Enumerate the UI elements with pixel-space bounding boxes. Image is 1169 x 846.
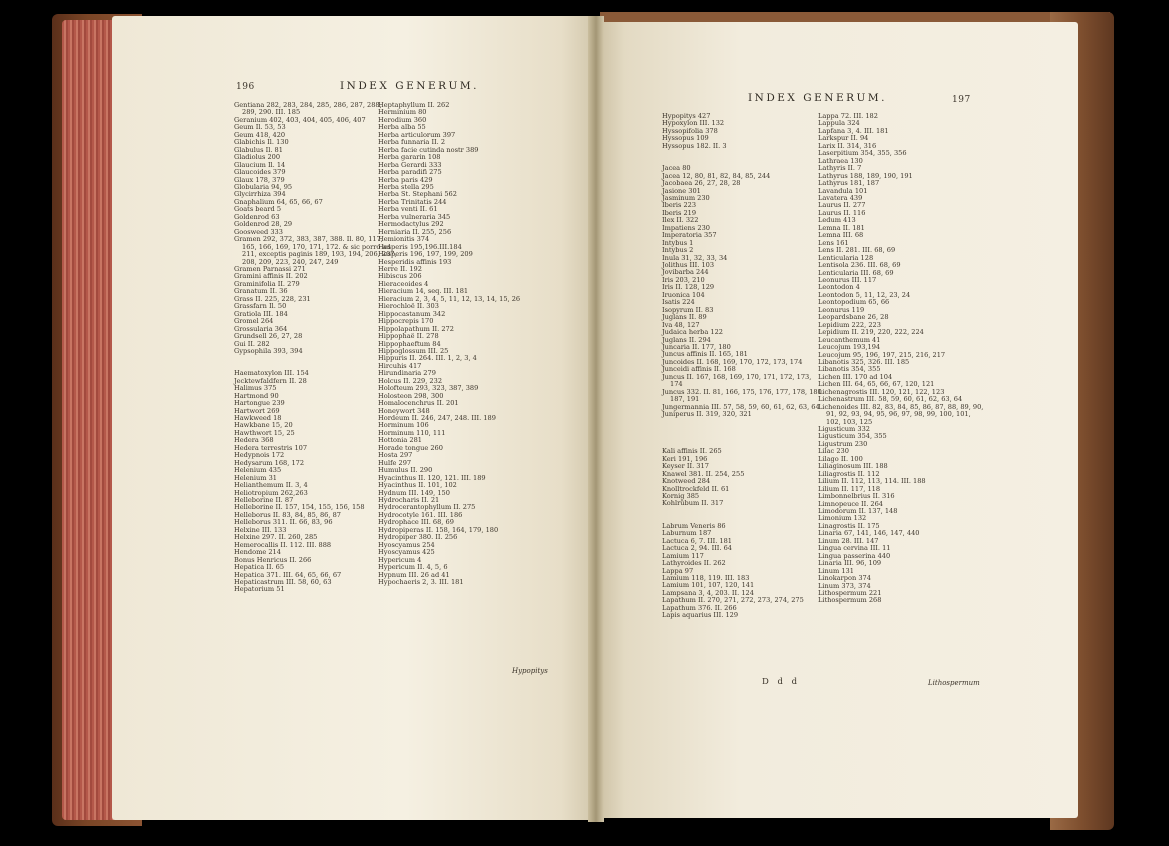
index-gap (662, 419, 808, 426)
index-gap (662, 150, 808, 157)
index-entry: Lapathum II. 270, 271, 272, 273, 274, 275 (662, 596, 804, 605)
index-entry: Geranium 402, 403, 404, 405, 406, 407 (234, 115, 366, 124)
index-entry: Holosteon 298, 300 (378, 391, 444, 400)
index-entry: Grossularia 364 (234, 324, 288, 333)
index-entry: Jecktewfaldfern II. 28 (234, 376, 307, 385)
index-entry: Herba gararin 108 (378, 153, 441, 162)
index-entry: Helxine III. 133 (234, 525, 287, 534)
index-entry: Herba alba 55 (378, 123, 426, 132)
index-entry: Hartongue 239 (234, 399, 285, 408)
index-entry: Juniperus II. 319, 320, 321 (662, 410, 752, 419)
index-entry: Laburnum 187 (662, 529, 712, 538)
index-entry: Holcus II. 229, 232 (378, 376, 443, 385)
index-entry: Helianthemum II. 3, 4 (234, 481, 308, 490)
index-entry: Lithospermum 268 (818, 596, 882, 605)
signature-mark: D d d (762, 677, 801, 687)
index-entry: Lentisola 236. III. 68, 69 (818, 261, 901, 270)
index-entry: Iva 48, 127 (662, 320, 700, 329)
index-entry: 187, 191 (670, 395, 700, 404)
right-index-column-2 (818, 112, 984, 605)
index-entry: Heliotropium 262,263 (234, 488, 308, 497)
index-entry: Goosweed 333 (234, 227, 283, 236)
index-entry: 211, exceptis paginis 189, 193, 194, 206, 207, (242, 250, 397, 259)
index-entry: Lilac 230 (818, 447, 849, 456)
index-entry: Honeywort 348 (378, 406, 430, 415)
index-entry: Hieracium 14, seq. III. 181 (378, 287, 469, 296)
index-entry: Herba stella 295 (378, 182, 434, 191)
index-entry: Hepatorium 51 (234, 585, 285, 594)
index-entry: Lavandula 101 (818, 186, 868, 195)
index-entry: Lepidium 222, 223 (818, 320, 881, 329)
index-entry: Hyacinthus II. 101, 102 (378, 481, 457, 490)
index-entry: Hepatica II. 65 (234, 563, 285, 572)
index-entry: Laserpitium 354, 355, 356 (818, 149, 907, 158)
index-entry: Herba facie cutinda nostr 389 (378, 145, 479, 154)
index-entry: Judaica herba 122 (662, 328, 724, 337)
right-running-head: INDEX GENERUM. (748, 92, 887, 104)
index-entry: Hesperis 195,196.III.184 (378, 242, 462, 251)
index-entry: Hypochaeris 2, 3. III. 181 (378, 578, 464, 586)
index-entry: Herba funnaria II. 2 (378, 138, 446, 147)
index-entry: Hydrophace III. 68, 69 (378, 518, 454, 527)
left-running-head: INDEX GENERUM. (340, 80, 479, 92)
index-entry: Granatum II. 36 (234, 287, 288, 296)
index-entry: Hippolapathum II. 272 (378, 324, 454, 333)
index-entry: Linagrostis II. 175 (818, 521, 880, 530)
index-entry: Jacea 80 (662, 164, 691, 173)
index-entry: Hartwort 269 (234, 406, 280, 415)
index-entry: Horade tongue 260 (378, 443, 443, 452)
index-entry: Lens II. 281. III. 68, 69 (818, 246, 896, 255)
index-entry: Leonurus 119 (818, 305, 865, 314)
index-entry: Hypnum III. 26 ad 41 (378, 570, 450, 579)
index-entry: Hieraceoides 4 (378, 279, 429, 288)
index-entry: Hyssopus 109 (662, 134, 709, 143)
index-entry: Holofteum 293, 323, 387, 389 (378, 384, 479, 393)
index-entry: Horminum 110, 111 (378, 428, 446, 437)
index-entry: Iberis 223 (662, 201, 697, 210)
index-entry: Imperatoria 357 (662, 231, 717, 240)
index-entry: Glaucoides 379 (234, 168, 286, 177)
index-entry: Juncus affinis II. 165, 181 (662, 350, 748, 359)
index-entry: Gui II. 282 (234, 339, 270, 348)
index-entry: Hawkweed 18 (234, 414, 282, 422)
index-entry: Gypsophila 393, 394 (234, 346, 303, 355)
right-catchword: Lithospermum (928, 679, 980, 687)
index-entry: Hippocrepis 170 (378, 317, 434, 326)
index-entry: Lappa 72. III. 182 (818, 112, 878, 120)
index-entry: Heptaphyllum II. 262 (378, 101, 450, 109)
index-entry: Lapathum 376. II. 266 (662, 603, 737, 612)
index-entry: Iberis 219 (662, 208, 697, 217)
index-entry: Hydrocerantophyllum II. 275 (378, 503, 476, 512)
index-entry: Gramen 292, 372, 383, 387, 388. Il. 80, 117, (234, 235, 383, 244)
index-entry: Lichen III. 170 ad 104 (818, 372, 893, 381)
index-entry: Hypericum II. 4, 5, 6 (378, 563, 448, 572)
left-index-column-2 (378, 101, 521, 586)
index-entry: Jacobaea 26, 27, 28, 28 (662, 179, 741, 188)
index-entry: Gentiana 282, 283, 284, 285, 286, 287, 288, (234, 101, 382, 109)
index-entry: Hieracium 2, 3, 4, 5, 11, 12, 13, 14, 15, 26 (378, 294, 521, 303)
index-entry: Helleborus II. 83, 84, 85, 86, 87 (234, 510, 341, 519)
index-entry: Jovibarba 244 (662, 268, 709, 277)
index-entry: Jasminum 230 (662, 193, 710, 202)
index-entry: Kornig 385 (662, 492, 700, 501)
index-entry: Hyacinthus II. 120, 121. III. 189 (378, 473, 486, 482)
index-entry: Graminifolia II. 279 (234, 279, 300, 288)
index-entry: Helenium 31 (234, 473, 278, 482)
index-entry: Laurus II. 277 (818, 201, 866, 210)
index-entry: Juglans II. 294 (662, 335, 711, 344)
index-entry: Herba St. Stephani 562 (378, 190, 457, 199)
index-entry: Herba paradifi 275 (378, 168, 442, 177)
index-entry: Isatis 224 (662, 298, 695, 307)
index-entry: Hippuris II. 264. III. 1, 2, 3, 4 (378, 354, 477, 363)
index-entry: Herba paris 429 (378, 175, 433, 184)
index-entry: Hypoxylon III. 132 (662, 119, 725, 128)
index-entry: Haematoxylon III. 154 (234, 369, 309, 378)
index-entry: Impatiens 230 (662, 223, 710, 232)
index-entry: Glaux 178, 379 (234, 175, 285, 184)
index-entry: Lamium 117 (662, 551, 704, 560)
index-entry: Geum 418, 420 (234, 130, 286, 139)
index-entry: Kohlrübum II. 317 (662, 499, 724, 508)
index-entry: Jungermannia III. 57, 58, 59, 60, 61, 62, 63, 64 (662, 402, 820, 411)
index-entry: Grassfarn Il. 50 (234, 302, 287, 311)
index-entry: Lapis aquarius III. 129 (662, 611, 739, 620)
index-entry: Lathyroides II. 262 (662, 559, 726, 568)
index-entry: Lactuca 2, 94. III. 64 (662, 544, 732, 553)
index-entry: Hyssopifolia 378 (662, 126, 718, 135)
index-entry: Goats beard 5 (234, 205, 282, 214)
index-entry: Hordeum II. 246, 247, 248. III. 189 (378, 414, 496, 423)
index-entry: Linum 28. III. 147 (818, 536, 879, 545)
index-entry: Larix II. 314, 316 (818, 141, 877, 150)
index-entry: Juncoides II. 168, 169, 170, 172, 173, 174 (662, 357, 803, 366)
index-entry: Lapfana 3, 4. III. 181 (818, 126, 889, 135)
index-entry: Hippocastanum 342 (378, 309, 446, 318)
index-entry: Halimus 375 (234, 384, 277, 393)
index-entry: Ligusticum 332 (818, 425, 870, 434)
index-entry: Ligusticum 354, 355 (818, 432, 887, 441)
index-entry: Hippoglossum III. 25 (378, 346, 449, 355)
index-entry: Leontopodium 65, 66 (818, 298, 890, 307)
index-entry: Herniaria II. 255, 256 (378, 227, 452, 236)
index-entry: Junceidi affinis II. 168 (662, 365, 736, 374)
index-entry: Hendome 214 (234, 548, 281, 557)
index-entry: Leonurus III. 117 (818, 275, 877, 284)
index-entry: Helleborine II. 87 (234, 495, 294, 504)
index-entry: Ledum 413 (818, 216, 856, 225)
index-entry: Hawkbane 15, 20 (234, 421, 293, 430)
left-catchword: Hypopitys (512, 667, 548, 675)
index-entry: Limbonnelbrius II. 316 (818, 492, 895, 501)
index-entry: Hydropiperas II. 158, 164, 179, 180 (378, 525, 499, 534)
index-entry: Gramen Parnassi 271 (234, 264, 306, 273)
index-entry: Lamium 118, 119. III. 183 (662, 573, 750, 582)
index-gap (662, 508, 808, 515)
index-entry: Jasione 301 (662, 186, 701, 195)
index-entry: Limnopeuce II. 264 (818, 499, 884, 508)
index-entry: Lathyris II. 7 (818, 164, 862, 173)
index-entry: Hyoscyamus 425 (378, 548, 435, 557)
index-entry: Hartmond 90 (234, 391, 279, 400)
index-entry: Gromel 264 (234, 317, 274, 326)
index-entry: Herba articulorum 397 (378, 130, 456, 139)
index-entry: 174 (670, 380, 683, 389)
index-entry: Inula 31, 32, 33, 34 (662, 253, 728, 262)
index-entry: Hypericum 4 (378, 555, 422, 564)
index-entry: Lathyrus 181, 187 (818, 179, 880, 188)
index-entry: 91, 92, 93, 94, 95, 96, 97, 98, 99, 100, 101, (826, 410, 971, 419)
index-entry: Knotweed 284 (662, 477, 711, 486)
index-entry: Hyssopus 182. II. 3 (662, 141, 727, 150)
index-entry: Kali affinis II. 265 (662, 447, 722, 456)
index-entry: Lavatera 439 (818, 193, 863, 202)
index-entry: Herodium 360 (378, 115, 427, 124)
index-entry: Hemerocallis II. 112. III. 888 (234, 540, 332, 549)
index-entry: Libanotis 354, 355 (818, 365, 881, 374)
index-entry: Hydrocharis II. 21 (378, 496, 440, 505)
index-entry: Juncus 332. II. 81, 166, 175, 176, 177, 178, 180 (662, 387, 822, 396)
index-entry: Lampsana 3, 4, 203. II. 124 (662, 588, 754, 597)
index-entry: Hottonia 281 (378, 436, 422, 445)
index-entry: Hibiscus 206 (378, 272, 422, 281)
right-page-number: 197 (952, 95, 971, 105)
index-entry: Gratiola III. 184 (234, 309, 288, 318)
index-entry: Juglans II. 89 (662, 313, 707, 322)
left-page-number: 196 (236, 82, 255, 92)
index-entry: Isopyrum II. 83 (662, 305, 714, 314)
index-entry: Intybus 2 (662, 246, 694, 255)
index-entry: Hierochloë II. 303 (378, 302, 439, 311)
index-entry: Lappula 324 (818, 119, 860, 128)
index-entry: Grundsell 26, 27, 28 (234, 332, 303, 341)
index-entry: Ligustrum 230 (818, 439, 868, 448)
index-entry: Helleborine II. 157, 154, 155, 156, 158 (234, 503, 365, 512)
index-entry: Herba Trinitatis 244 (378, 197, 447, 206)
index-entry: Lichenastrum III. 58, 59, 60, 61, 62, 63, 64 (818, 395, 963, 404)
index-entry: Lilium II. 117, 118 (818, 484, 881, 493)
index-entry: Lens 161 (818, 238, 849, 247)
index-entry: Hyoscyamus 254 (378, 540, 435, 549)
index-entry: Hippophaeftum 84 (378, 339, 441, 348)
index-entry: Juncaria II. 177, 180 (662, 343, 731, 352)
index-entry: Hircuhis 417 (378, 361, 422, 370)
index-entry: Lenticularia 128 (818, 253, 874, 262)
index-entry: Linaria III. 96, 109 (818, 559, 882, 568)
index-entry: 102, 103, 125 (826, 417, 873, 426)
index-entry: Keri 191, 196 (662, 454, 708, 463)
index-entry: Linaria 67, 141, 146, 147, 440 (818, 529, 920, 538)
index-entry: Lappa 97 (662, 566, 694, 575)
index-entry: Juncus II. 167, 168, 169, 170, 171, 172, 173, (662, 372, 812, 381)
index-entry: Lemna II. 181 (818, 223, 865, 232)
index-entry: Leopardsbane 26, 28 (818, 313, 889, 322)
index-entry: Iruonica 104 (662, 290, 705, 299)
index-entry: Hesperis 196, 197, 199, 209 (378, 250, 473, 259)
index-gap (662, 426, 808, 433)
index-entry: Hippophaë II. 278 (378, 332, 439, 341)
index-entry: Linum 131 (818, 566, 854, 575)
index-entry: Lichen III. 64, 65, 66, 67, 120, 121 (818, 380, 935, 389)
index-entry: Keyser II. 317 (662, 462, 709, 471)
index-entry: Hedysarum 168, 172 (234, 458, 305, 467)
index-entry: Larkspur II. 94 (818, 134, 869, 143)
index-entry: Lactuca 6, 7. III. 181 (662, 536, 732, 545)
index-entry: Iris 203, 210 (662, 275, 705, 284)
index-gap (234, 355, 372, 362)
index-entry: Hedera 368 (234, 436, 274, 445)
index-entry: Leucanthemum 41 (818, 335, 881, 344)
index-entry: Labrum Veneris 86 (662, 521, 726, 530)
index-entry: Hirundinaria 279 (378, 369, 436, 378)
index-entry: Hepatica 371. III. 64, 65, 66, 67 (234, 570, 342, 579)
index-entry: Lichenoides III. 82, 83, 84, 85, 86, 87, 88, 89, 90, (818, 402, 984, 411)
index-entry: Globularia 94, 95 (234, 182, 293, 191)
index-entry: Hesperidis affinis 193 (378, 257, 452, 266)
index-entry: Herba vulneraria 345 (378, 212, 451, 221)
index-entry: Hermodactylus 292 (378, 220, 444, 229)
index-entry: Jacea 12, 80, 81, 82, 84, 85, 244 (662, 171, 771, 180)
index-entry: Limodorum II. 137, 148 (818, 507, 898, 516)
book-gutter (588, 16, 604, 822)
index-entry: Gramini affinis II. 202 (234, 272, 308, 281)
index-entry: Hypopitys 427 (662, 112, 711, 120)
index-entry: Lepidium II. 219, 220, 222, 224 (818, 328, 924, 337)
index-entry: Hydnum III. 149, 150 (378, 488, 450, 497)
index-entry: Homalocenchrus II. 201 (378, 399, 459, 408)
index-entry: Helenium 435 (234, 466, 282, 475)
index-entry: Herba Gerardi 333 (378, 160, 442, 169)
index-entry: Lingua cervina III. 11 (818, 544, 891, 553)
index-entry: Hemionitis 374 (378, 235, 430, 244)
index-entry: Linokarpon 374 (818, 574, 871, 583)
index-entry: Libanotis 325, 326. III. 185 (818, 357, 910, 366)
index-entry: Hosta 297 (378, 451, 413, 460)
index-entry: Liliaginosum III. 188 (818, 462, 888, 471)
index-entry: Lingua passerina 440 (818, 551, 891, 560)
index-entry: Herre II. 192 (378, 264, 422, 273)
index-entry: Knolltrockfeld II. 61 (662, 484, 730, 493)
index-entry: Helleborus 311. II. 66, 83, 96 (234, 518, 333, 527)
index-entry: Hepaticastrum III. 58, 60, 63 (234, 577, 332, 586)
index-entry: Jolithus III. 103 (662, 261, 715, 270)
index-entry: Lilium II. 112, 113, 114. III. 188 (818, 477, 926, 486)
index-entry: Glaucium Il. 14 (234, 160, 286, 169)
index-entry: Ilex II. 322 (662, 216, 699, 225)
index-entry: 208, 209, 223, 240, 247, 249 (242, 257, 339, 266)
index-entry: Hedypnois 172 (234, 451, 285, 460)
index-entry: Hydrocotyle 161. III. 186 (378, 510, 463, 519)
index-entry: Lamium 101, 107, 120, 141 (662, 581, 755, 590)
right-index-column-1 (662, 112, 822, 620)
index-entry: Glycirrhiza 394 (234, 190, 286, 199)
index-entry: Helxine 297. II. 260, 285 (234, 533, 318, 542)
index-entry: Knawel 381. II. 254, 255 (662, 469, 745, 478)
index-entry: Lithospermum 221 (818, 589, 882, 597)
index-entry: Linum 373, 374 (818, 581, 871, 590)
index-entry: Hulfe 297 (378, 458, 412, 467)
index-entry: Lemna III. 68 (818, 231, 864, 240)
index-entry: Liliagrostis II. 112 (818, 469, 880, 478)
index-entry: Lenticularia III. 68, 69 (818, 268, 894, 277)
index-entry: Limonium 132 (818, 514, 867, 523)
index-entry: 289, 290. III. 185 (242, 108, 301, 117)
index-entry: Hydropiper 380. II. 256 (378, 533, 458, 542)
index-entry: Herminium 80 (378, 108, 427, 117)
index-entry: Glabichis Il. 130 (234, 138, 289, 147)
index-entry: Intybus 1 (662, 238, 694, 247)
index-entry: Iris II. 128, 129 (662, 283, 715, 292)
index-entry: Lichenagrostis III. 120, 121, 122, 123 (818, 387, 945, 396)
index-entry: Goldenrod 28, 29 (234, 220, 293, 229)
index-gap (662, 433, 808, 440)
index-entry: Grass II. 225, 228, 231 (234, 294, 311, 303)
index-entry: Lilago II. 100 (818, 454, 863, 463)
index-entry: Goldenrod 63 (234, 212, 280, 221)
index-entry: Laurus II. 116 (818, 208, 866, 217)
index-entry: 165, 166, 169, 170, 171, 172. & sic porro ad (242, 242, 391, 251)
index-entry: Gladiolus 200 (234, 153, 281, 162)
index-entry: Lathraea 130 (818, 156, 863, 165)
index-entry: Leucojum 193,194 (818, 343, 881, 352)
index-entry: Herba venti II. 61 (378, 205, 438, 214)
index-entry: Lathyrus 188, 189, 190, 191 (818, 171, 913, 180)
index-entry: Hawthwort 15, 25 (234, 428, 295, 437)
index-entry: Leontodon 4 (818, 283, 860, 292)
index-entry: Gnaphalium 64, 65, 66, 67 (234, 197, 323, 206)
index-entry: Humulus II. 290 (378, 466, 433, 475)
index-entry: Geum Il. 53, 53 (234, 123, 286, 132)
index-entry: Horminum 106 (378, 421, 429, 430)
index-entry: Glabulus Il. 81 (234, 145, 283, 154)
index-entry: Leucojum 95, 196, 197, 215, 216, 217 (818, 350, 946, 359)
index-entry: Bonus Henricus II. 266 (234, 555, 312, 564)
index-entry: Hedera terrestris 107 (234, 443, 308, 452)
index-entry: Leontodon 5, 11, 12, 23, 24 (818, 290, 911, 299)
